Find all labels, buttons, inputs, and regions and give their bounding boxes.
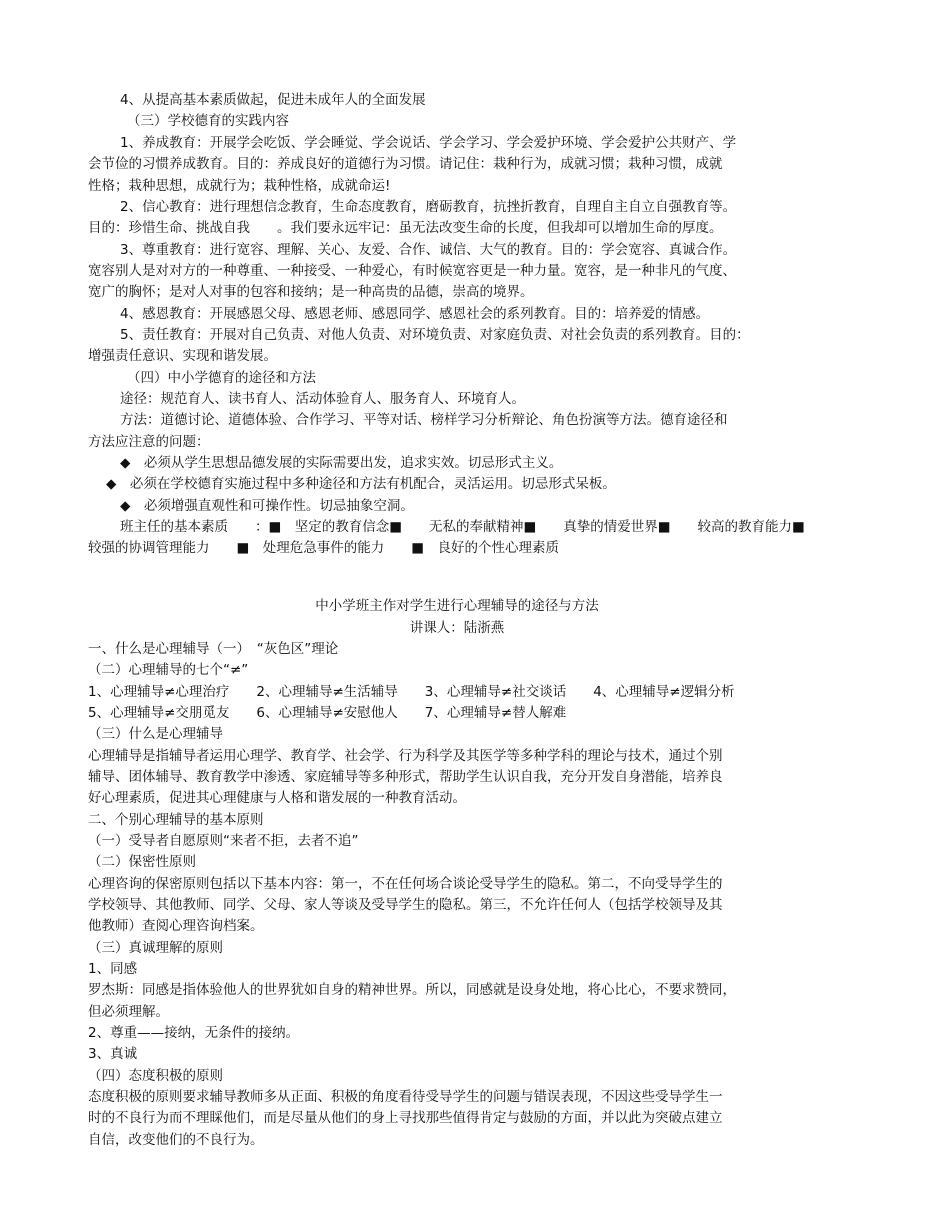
- text-line: 4、感恩教育：开展感恩父母、感恩老师、感恩同学、感恩社会的系列教育。目的：培养爱的情感。: [120, 306, 710, 322]
- text-line: 学校领导、其他教师、同学、父母、家人等谈及受导学生的隐私。第三，不允许任何人（包括学校领导及其: [88, 897, 723, 913]
- text-line: 性格；栽种思想，成就行为；栽种性格，成就命运!: [88, 178, 391, 194]
- section-heading: （三）真诚理解的原则: [88, 940, 223, 956]
- section-heading: （二）心理辅导的七个“≠”: [88, 662, 249, 678]
- text-line: 好心理素质，促进其心理健康与人格和谐发展的一种教育活动。: [88, 790, 466, 806]
- text-line: 目的：珍惜生命、挑战自我 。我们要永远牢记：虽无法改变生命的长度，但我却可以增加生命的厚度。: [88, 220, 723, 236]
- text-line: 3、尊重教育：进行宽容、理解、关心、友爱、合作、诚信、大气的教育。目的：学会宽容、真诚合作。: [120, 242, 737, 258]
- section-heading: （二）保密性原则: [88, 854, 196, 870]
- text-line: 态度积极的原则要求辅导教师多从正面、积极的角度看待受导学生的问题与错误表现，不因这些受导学生一: [88, 1089, 723, 1105]
- text-line: 心理咨询的保密原则包括以下基本内容：第一，不在任何场合谈论受导学生的隐私。第二，不向受导学生的: [88, 876, 723, 892]
- text-line: 3、真诚: [88, 1046, 138, 1062]
- bullet-item: ◆ 必须增强直观性和可操作性。切忌抽象空洞。: [120, 498, 414, 514]
- bullet-item: ◆ 必须从学生思想品德发展的实际需要出发，追求实效。切忌形式主义。: [120, 455, 563, 471]
- bullet-item: ◆ 必须在学校德育实施过程中多种途径和方法有机配合，灵活运用。切忌形式呆板。: [106, 476, 616, 492]
- text-line: 会节俭的习惯养成教育。目的：养成良好的道德行为习惯。请记住：栽种行为，成就习惯；栽种习惯，成就: [88, 156, 723, 172]
- text-line: 心理辅导是指辅导者运用心理学、教育学、社会学、行为科学及其医学等多种学科的理论与技术，通过个别: [88, 748, 723, 764]
- text-line: 宽广的胸怀；是对人对事的包容和接纳；是一种高贵的品德，崇高的境界。: [88, 284, 534, 300]
- text-line: 1、心理辅导≠心理治疗 2、心理辅导≠生活辅导 3、心理辅导≠社交谈话 4、心理辅导≠逻辑分析: [88, 684, 735, 700]
- text-line: 1、同感: [88, 961, 138, 977]
- text-line: 1、养成教育：开展学会吃饭、学会睡觉、学会说话、学会学习、学会爱护环境、学会爱护公共财产、学: [120, 135, 737, 151]
- text-line: 他教师）查阅心理咨询档案。: [88, 918, 264, 934]
- lecturer-line: 讲课人：陆浙燕: [409, 620, 505, 636]
- text-line: 时的不良行为而不理睬他们，而是尽量从他们的身上寻找那些值得肯定与鼓励的方面，并以此为突破点建立: [88, 1110, 723, 1126]
- section-heading: 二、个别心理辅导的基本原则: [88, 812, 264, 828]
- text-line: 5、责任教育：开展对自己负责、对他人负责、对环境负责、对家庭负责、对社会负责的系列教育。目的：: [120, 327, 750, 343]
- text-line: 5、心理辅导≠交朋觅友 6、心理辅导≠安慰他人 7、心理辅导≠替人解难: [88, 705, 567, 721]
- section-heading: （四）态度积极的原则: [88, 1068, 223, 1084]
- text-line: 方法：道德讨论、道德体验、合作学习、平等对话、榜样学习分析辩论、角色扮演等方法。德育途径和: [120, 412, 728, 428]
- text-line: 但必须理解。: [88, 1004, 169, 1020]
- text-line: 辅导、团体辅导、教育教学中渗透、家庭辅导等多种形式，帮助学生认识自我，充分开发自身潜能，培养良: [88, 769, 723, 785]
- text-line: 途径：规范育人、读书育人、活动体验育人、服务育人、环境育人。: [120, 391, 525, 407]
- text-line: 自信，改变他们的不良行为。: [88, 1132, 264, 1148]
- text-line: 宽容别人是对对方的一种尊重、一种接受、一种爱心，有时候宽容更是一种力量。宽容，是一种非凡的气度、: [88, 263, 736, 279]
- text-line: 班主任的基本素质 ：■ 坚定的教育信念■ 无私的奉献精神■ 真挚的情爱世界■ 较高的教育能力■: [120, 519, 805, 535]
- text-line: 4、从提高基本素质做起，促进未成年人的全面发展: [120, 92, 426, 108]
- text-line: 2、尊重——接纳，无条件的接纳。: [88, 1025, 300, 1041]
- section-heading: （三）什么是心理辅导: [88, 726, 223, 742]
- text-line: 一、什么是心理辅导（一） “灰色区”理论: [88, 641, 339, 657]
- section-heading: （四）中小学德育的途径和方法: [127, 370, 316, 386]
- text-line: 增强责任意识、实现和谐发展。: [88, 348, 277, 364]
- text-line: 较强的协调管理能力 ■ 处理危急事件的能力 ■ 良好的个性心理素质: [88, 540, 560, 556]
- text-line: 罗杰斯：同感是指体验他人的世界犹如自身的精神世界。所以，同感就是设身处地，将心比心，不要求赞同，: [88, 982, 736, 998]
- document-title: 中小学班主作对学生进行心理辅导的途径与方法: [315, 598, 599, 614]
- section-heading: （三）学校德育的实践内容: [127, 113, 289, 129]
- text-line: 2、信心教育：进行理想信念教育，生命态度教育，磨砺教育，抗挫折教育，自理自主自立自强教育等。: [120, 199, 737, 215]
- section-heading: （一）受导者自愿原则“来者不拒，去者不追”: [88, 833, 359, 849]
- text-line: 方法应注意的问题：: [88, 434, 210, 450]
